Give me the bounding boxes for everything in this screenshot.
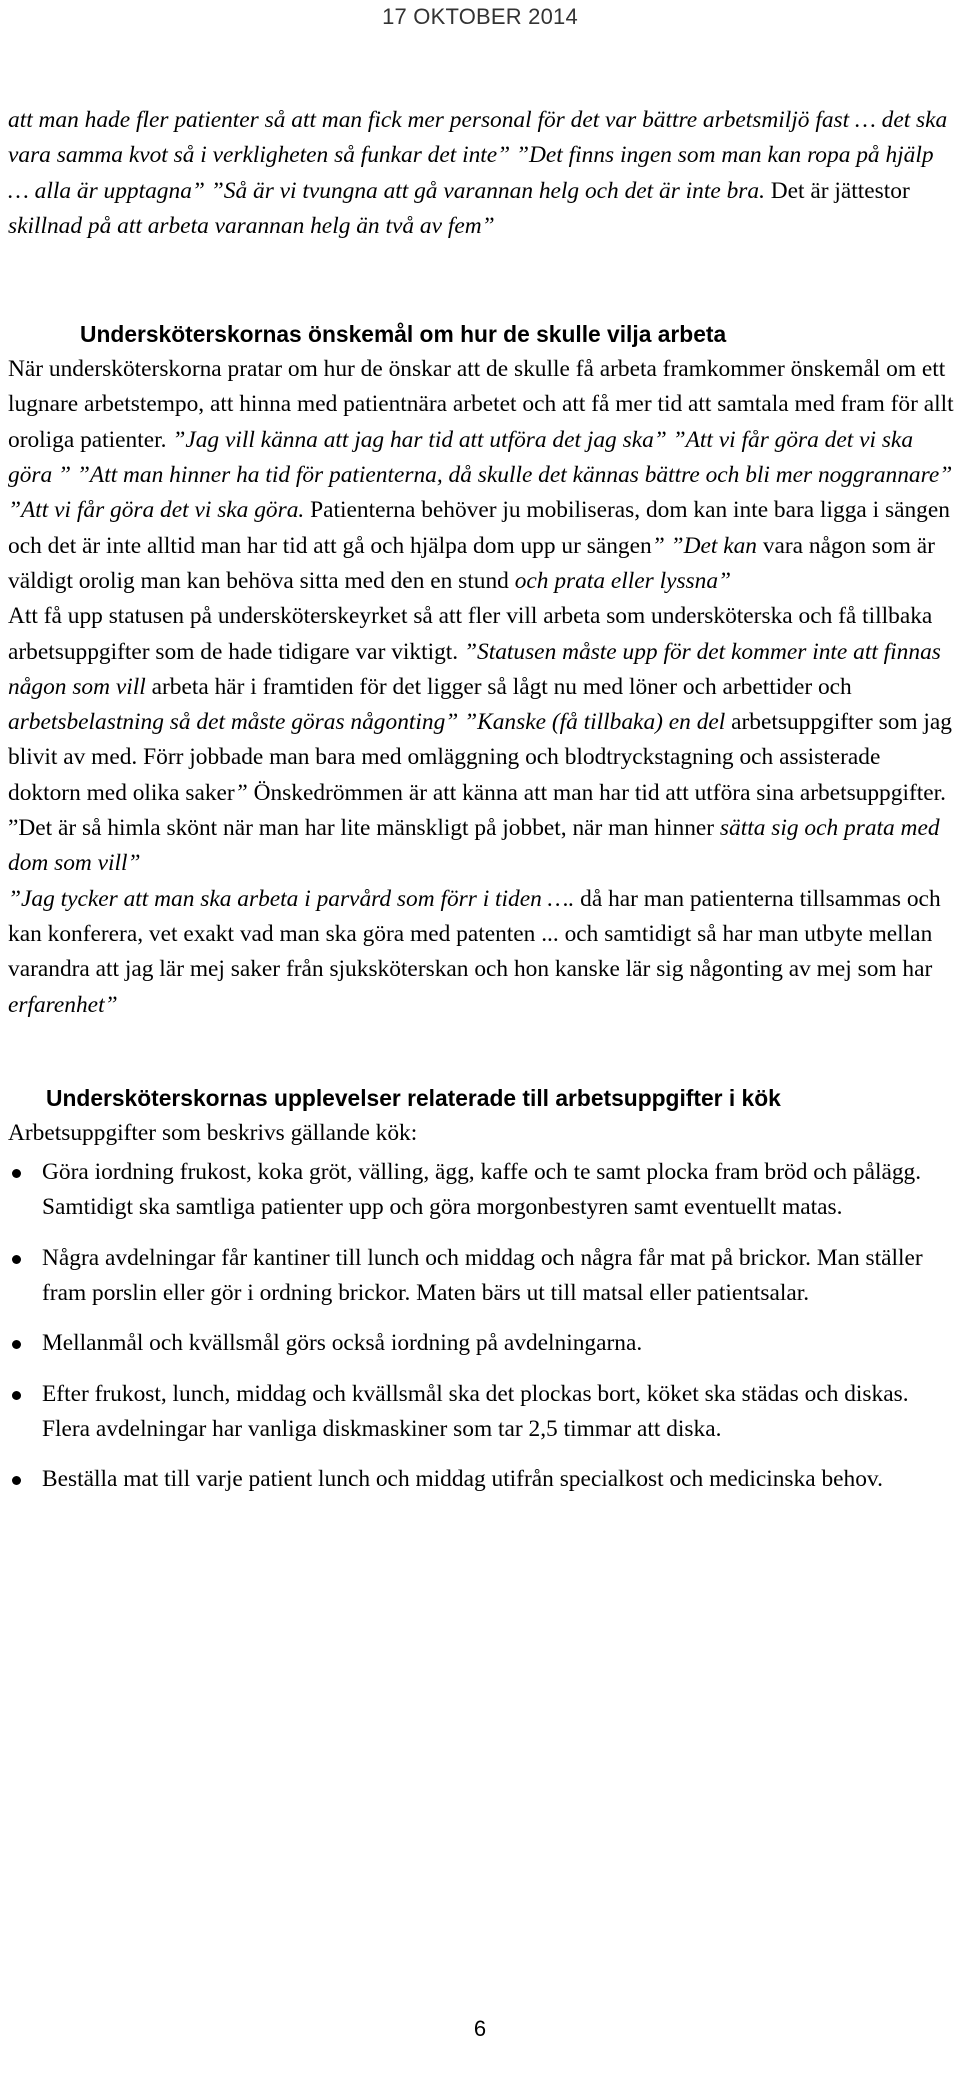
wishes-text-3: vara någon som är väldigt orolig man kan behöva sitta med den en stund [8, 532, 935, 594]
status-quote-2: arbetsbelastning så det måste göras någonting” ”Kanske (få tillbaka) en del [8, 709, 726, 736]
wishes-paragraph [8, 352, 954, 599]
intro-paragraph [8, 103, 954, 244]
intro-text: Det är jättestor [764, 177, 910, 204]
parvard-text: då har man patienterna tillsammas och kan konferera, vet exakt vad man ska göra med patenten ... och samtidigt så har man utbyte mellan varandra att jag lär mej saker från sjuksköterskan och hon kanske lär sig någonting av mej som har [8, 885, 941, 983]
wishes-quote-1: ”Jag vill känna att jag har tid att utföra det jag ska” ”Att vi får göra det vi ska göra ” ”Att man hinner ha tid för patienterna, då skulle det kännas bättre och bli mer noggrannare” ”Att vi får göra det vi ska göra. [8, 426, 953, 524]
wishes-text-2: Patienterna behöver ju mobiliseras, dom kan inte bara ligga i sängen och det är inte alltid man har tid att gå och hjälpa dom upp ur sängen [8, 497, 950, 559]
list-item-text: Efter frukost, lunch, middag och kvällsmål ska det plockas bort, köket ska städas och diskas. Flera avdelningar har vanliga diskmaskiner som tar 2,5 timmar att diska. [42, 1380, 909, 1442]
bullet-icon [12, 1255, 21, 1264]
page-number: 6 [473, 2016, 487, 2041]
bullet-icon [12, 1169, 21, 1178]
wishes-quote-2: ” ”Det kan [651, 532, 757, 559]
status-text-3: arbetsuppgifter som jag blivit av med. Förr jobbade man bara med omläggning och blodtryckstagning och assisterade doktorn med olika saker [8, 709, 952, 806]
page-header-date: 17 OKTOBER 2014 [382, 4, 578, 29]
intro-quote: att man hade fler patienter så att man fick mer personal för det var bättre arbetsmiljö fast … det ska vara samma kvot så i verkligheten så funkar det inte” ”Det finns ingen som man kan ropa på hjälp … alla är upptagna” ”Så är vi tvungna att gå varannan helg och det är inte bra. [8, 107, 948, 204]
status-text-4: Önskedrömmen är att känna att man har tid att utföra sina arbetsuppgifter. ”Det är så himla skönt när man har lite mänskligt på jobbet, när man hinner [8, 779, 946, 842]
list-item-text: Några avdelningar får kantiner till lunch och middag och några får mat på brickor. Man ställer fram porslin eller gör i ordning brickor. Maten bärs ut till matsal eller patientsalar. [42, 1244, 923, 1307]
status-quote-4: sätta sig och prata med dom som vill” [8, 815, 940, 877]
bullet-icon [12, 1476, 21, 1485]
list-item [8, 1462, 954, 1497]
list-item [8, 1326, 954, 1361]
parvard-quote-1: ”Jag tycker att man ska arbeta i parvård som förr i tiden …. [8, 885, 575, 912]
list-item [8, 1377, 954, 1448]
list-item-text: Mellanmål och kvällsmål görs också iordning på avdelningarna. [42, 1330, 643, 1357]
section-heading-kitchen: Undersköterskornas upplevelser relaterade till arbetsuppgifter i kök [46, 1084, 781, 1111]
bullet-icon [12, 1340, 21, 1349]
wishes-quote-3: och prata eller lyssna” [514, 567, 732, 594]
status-paragraph [8, 599, 954, 881]
list-item-text: Beställa mat till varje patient lunch och middag utifrån specialkost och medicinska behov. [42, 1466, 883, 1493]
list-item [8, 1155, 954, 1226]
kitchen-intro: Arbetsuppgifter som beskrivs gällande kök: [8, 1119, 418, 1146]
status-text-1: Att få upp statusen på undersköterskeyrket så att fler vill arbeta som undersköterska och få tillbaka arbetsuppgifter som de hade tidigare var viktigt. [8, 603, 933, 665]
status-quote-1: ”Statusen måste upp för det kommer inte att finnas någon som vill [8, 638, 941, 700]
parvard-paragraph [8, 882, 954, 1023]
wishes-text-1: När undersköterskorna pratar om hur de önskar att de skulle få arbeta framkommer önskemål om ett lugnare arbetstempo, att hinna med patientnära arbetet och att få mer tid att samtala med fram för allt oroliga patienter. [8, 356, 954, 453]
section-heading-wishes: Undersköterskornas önskemål om hur de skulle vilja arbeta [80, 321, 727, 348]
intro-quote-2: skillnad på att arbeta varannan helg än två av fem” [8, 212, 495, 239]
parvard-quote-2: erfarenhet” [8, 991, 118, 1018]
status-quote-3: ” [234, 779, 248, 806]
document-body [8, 103, 954, 1498]
list-item [8, 1241, 954, 1312]
bullet-icon [12, 1391, 21, 1400]
kitchen-task-list [8, 1155, 954, 1497]
list-item-text: Göra iordning frukost, koka gröt, välling, ägg, kaffe och te samt plocka fram bröd och pålägg. Samtidigt ska samtliga patienter upp och göra morgonbestyren samt eventuellt matas. [42, 1159, 922, 1221]
status-text-2: arbeta här i framtiden för det ligger så lågt nu med löner och arbettider och [145, 673, 852, 700]
